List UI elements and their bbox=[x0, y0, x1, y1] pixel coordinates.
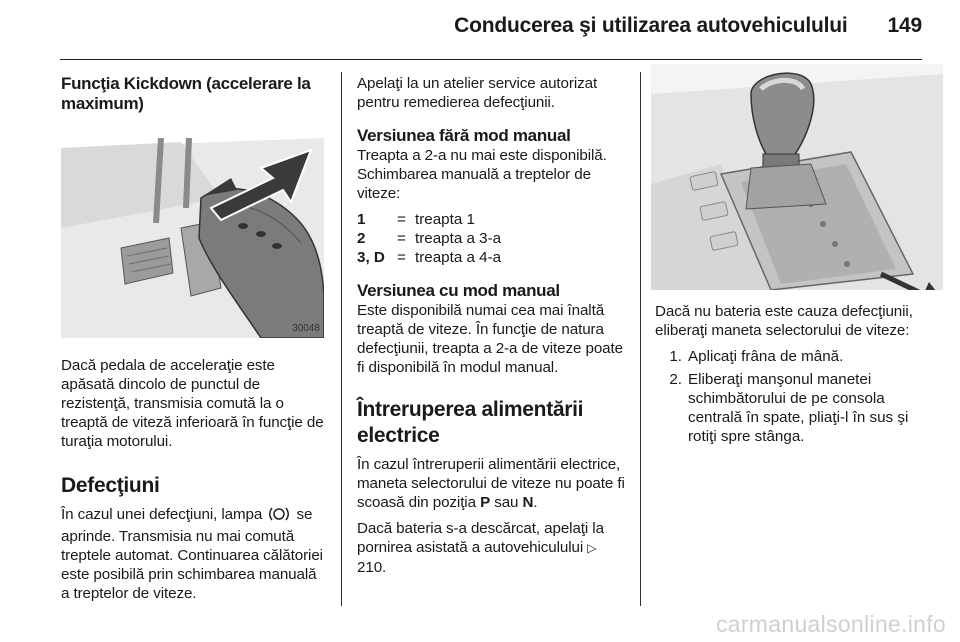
figure-number: 30048 bbox=[292, 323, 320, 334]
column-2 bbox=[357, 74, 625, 577]
table-row bbox=[357, 210, 501, 229]
service-text: Apelaţi la un atelier service autorizat pentru remedierea defecţiunii. bbox=[357, 75, 598, 111]
header-rule bbox=[60, 59, 922, 60]
gear-eq: = bbox=[397, 211, 406, 228]
gear-lever-illustration bbox=[651, 64, 943, 290]
list-item bbox=[655, 370, 925, 446]
step-text: Eliberaţi manşonul manetei schimbătorului de pe consola centrală în spate, pliaţi-l în sus şi rotiţi spre stânga. bbox=[688, 371, 909, 445]
gear-key: 2 bbox=[357, 230, 366, 247]
gear-value: treapta a 4-a bbox=[415, 249, 502, 266]
step-number: 2. bbox=[669, 371, 682, 388]
step-text: Aplicaţi frâna de mână. bbox=[688, 348, 844, 365]
watermark: carmanualsonline.info bbox=[715, 611, 946, 637]
gear-table bbox=[357, 210, 501, 267]
battery-text: Dacă bateria s-a descărcat, apelaţi la pornirea asistată a autovehiculului ▷ 210. bbox=[357, 520, 604, 576]
kickdown-heading: Funcţia Kickdown (accelerare la maximum) bbox=[61, 74, 311, 113]
gear-value: treapta a 3-a bbox=[415, 230, 502, 247]
gear-eq: = bbox=[397, 249, 406, 266]
page-number: 149 bbox=[887, 14, 922, 37]
table-row bbox=[357, 248, 501, 267]
kickdown-illustration bbox=[61, 138, 324, 338]
page-reference: 210. bbox=[357, 559, 387, 576]
column-divider bbox=[640, 72, 641, 606]
pedal-foot-illustration bbox=[61, 138, 324, 338]
gear-key: 3, D bbox=[357, 249, 385, 266]
page-reference-arrow-icon: ▷ bbox=[587, 541, 597, 555]
release-steps-list bbox=[655, 347, 925, 446]
no-manual-text: Treapta a 2-a nu mai este disponibilă. Schimbarea manuală a treptelor de viteze: bbox=[357, 147, 607, 202]
power-text: În cazul întreruperii alimentării electrice, maneta selectorului de viteze nu poate fi scoasă din poziţia P sau N. bbox=[357, 456, 625, 511]
column-1 bbox=[61, 74, 324, 603]
list-item bbox=[655, 347, 925, 366]
gear-eq: = bbox=[397, 230, 406, 247]
manual-text: Este disponibilă numai cea mai înaltă treaptă de viteze. În funcţie de natura defecţiunii, treapta a 2-a de viteze poate fi disponibilă în modul manual. bbox=[357, 302, 623, 376]
step-number: 1. bbox=[669, 348, 682, 365]
manual-heading: Versiunea cu mod manual bbox=[357, 281, 560, 300]
kickdown-text: Dacă pedala de acceleraţie este apăsată dincolo de punctul de rezistenţă, transmisia comută la o treaptă de viteză inferioară în funcţie de turaţia motorului. bbox=[61, 357, 324, 450]
transmission-warning-icon bbox=[269, 506, 289, 527]
power-heading: Întreruperea alimentării electrice bbox=[357, 398, 584, 447]
table-row bbox=[357, 229, 501, 248]
faults-text: În cazul unei defecţiuni, lampa se aprinde. Transmisia nu mai comută treptele automat. Continuarea călătoriei este posibilă prin schimbarea manuală a treptelor de viteze. bbox=[61, 506, 323, 602]
release-intro-text: Dacă nu bateria este cauza defecţiunii, eliberaţi maneta selectorului de viteze: bbox=[655, 303, 913, 339]
page-header bbox=[454, 14, 922, 38]
gear-key: 1 bbox=[357, 211, 366, 228]
gear-selector-illustration bbox=[651, 64, 943, 290]
column-3 bbox=[655, 64, 925, 446]
running-title: Conducerea şi utilizarea autovehiculului bbox=[454, 14, 848, 37]
gear-value: treapta 1 bbox=[415, 211, 475, 228]
column-divider bbox=[341, 72, 342, 606]
no-manual-heading: Versiunea fără mod manual bbox=[357, 126, 571, 145]
faults-heading: Defecţiuni bbox=[61, 474, 160, 497]
